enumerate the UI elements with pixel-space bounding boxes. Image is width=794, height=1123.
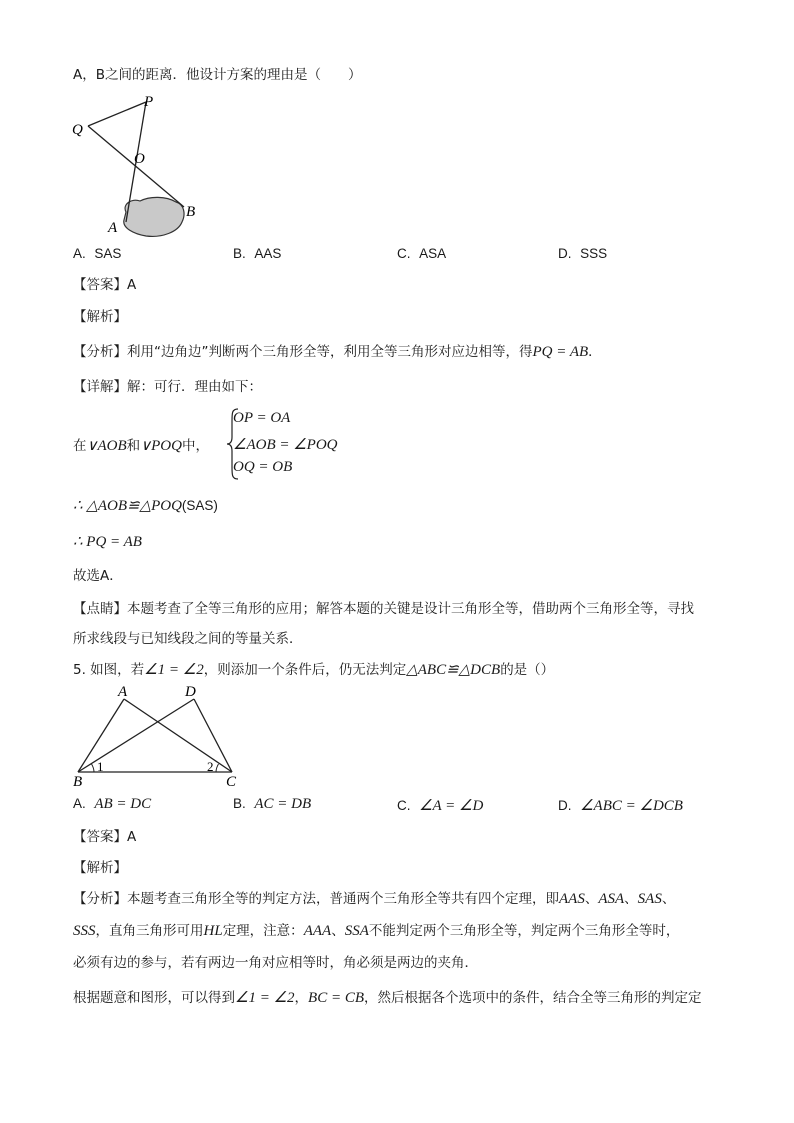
q5-answer: 【答案】A: [73, 829, 137, 845]
label-angle-2: 2: [207, 759, 214, 774]
segment-ac: [124, 699, 232, 772]
q5-figure: [70, 682, 245, 790]
q5-fenxi-1: 【分析】本题考查三角形全等的判定方法，普通两个三角形全等共有四个定理，即AAS、ASA、SAS、: [73, 891, 676, 907]
q5-option-a[interactable]: A. AB = DC: [73, 796, 152, 812]
q4-answer: 【答案】A: [73, 277, 137, 293]
system-eq-2: ∠AOB = ∠POQ: [233, 437, 338, 453]
q4-analysis-tag: 【解析】: [73, 309, 127, 325]
system-eq-1: OP = OA: [233, 410, 291, 426]
segment-qp: [88, 102, 146, 126]
q5-stem: 5. 如图，若∠1 = ∠2，则添加一个条件后，仍无法判定△ABC≌△DCB的是（）: [73, 662, 555, 678]
pond-shape: [124, 197, 184, 236]
q4-option-a[interactable]: A. SAS: [73, 246, 122, 261]
q4-fenxi: 【分析】利用“边角边”判断两个三角形全等，利用全等三角形对应边相等，得PQ = AB．: [73, 344, 602, 360]
q5-fenxi-3: 必须有边的参与，若有两边一角对应相等时，角必须是两边的夹角．: [73, 955, 478, 971]
q5-last-line: 根据题意和图形，可以得到∠1 = ∠2，BC = CB，然后根据各个选项中的条件，结合全等三角形的判定定: [73, 990, 702, 1006]
label-d: D: [185, 684, 196, 700]
label-a: A: [118, 684, 128, 700]
q4-option-b[interactable]: B. AAS: [233, 246, 282, 261]
q5-option-c[interactable]: C. ∠A = ∠D: [397, 798, 484, 814]
angle-2-arc: [216, 764, 219, 772]
q4-figure: [70, 92, 210, 242]
q5-fenxi-2: SSS，直角三角形可用HL定理，注意：AAA、SSA不能判定两个三角形全等，判定两个三角形全等时，: [73, 923, 680, 939]
q4-in-triangles: 在∨AOB和∨POQ中，: [73, 438, 209, 454]
angle-1-arc: [92, 764, 95, 772]
q5-option-d[interactable]: D. ∠ABC = ∠DCB: [558, 798, 683, 814]
q4-dianjing-2: 所求线段与已知线段之间的等量关系．: [73, 631, 303, 647]
label-b: B: [186, 204, 196, 220]
q4-option-c[interactable]: C. ASA: [397, 246, 447, 261]
q4-intro: A，B之间的距离．他设计方案的理由是（ ）: [73, 67, 362, 83]
label-p: P: [144, 94, 154, 110]
q4-detail: 【详解】解：可行．理由如下：: [73, 379, 262, 395]
q5-analysis-tag: 【解析】: [73, 860, 127, 876]
q4-therefore-2: ∴ PQ = AB: [73, 534, 142, 550]
q5-option-b[interactable]: B. AC = DB: [233, 796, 312, 812]
segment-db: [78, 699, 194, 772]
label-a: A: [108, 220, 118, 236]
system-eq-3: OQ = OB: [233, 459, 293, 475]
label-angle-1: 1: [97, 759, 104, 774]
q4-choose: 故选A．: [73, 568, 123, 584]
label-b: B: [73, 774, 83, 790]
q4-dianjing-1: 【点睛】本题考查了全等三角形的应用；解答本题的关键是设计三角形全等，借助两个三角形全等，寻找: [73, 601, 694, 617]
label-o: O: [134, 151, 145, 167]
q4-therefore-1: ∴ △AOB≌△POQ(SAS): [73, 498, 218, 514]
label-c: C: [226, 774, 237, 790]
label-q: Q: [72, 122, 83, 138]
q4-option-d[interactable]: D. SSS: [558, 246, 608, 261]
